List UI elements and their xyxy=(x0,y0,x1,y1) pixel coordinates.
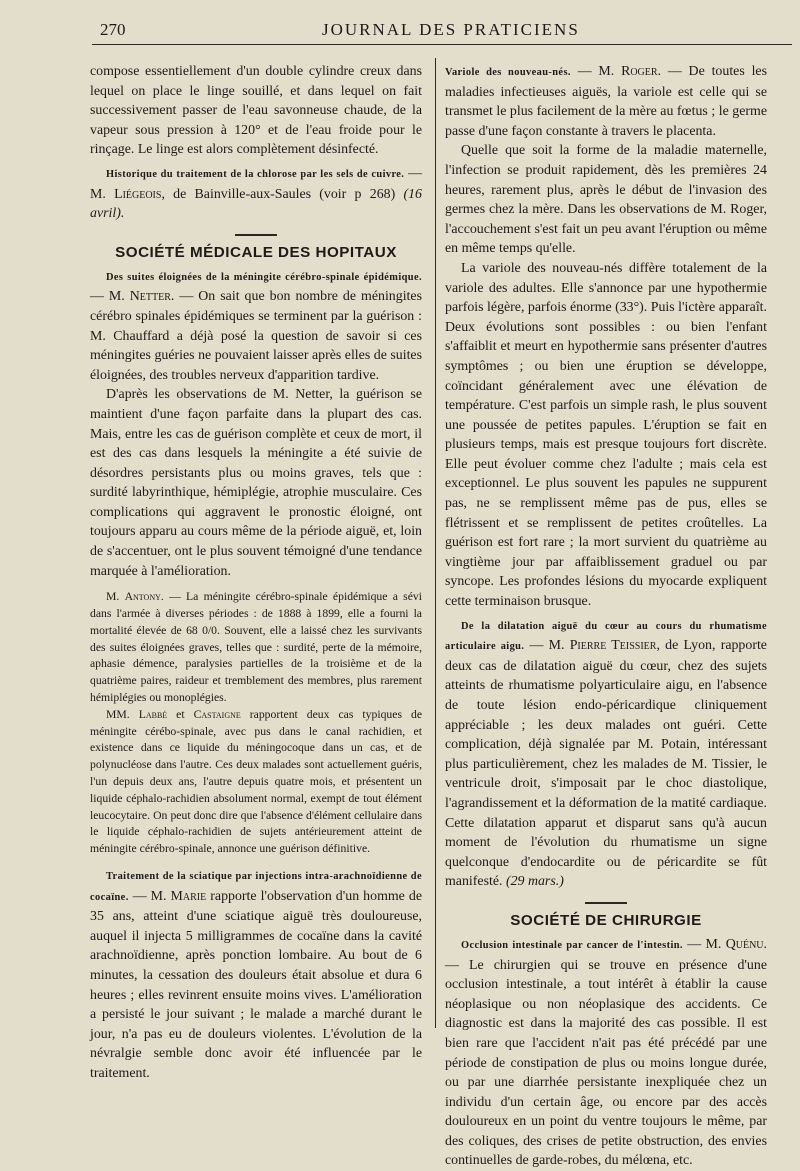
section-rule xyxy=(235,234,277,236)
article-variole xyxy=(445,62,767,141)
article-text: . — Le chirurgien qui se trouve en présence d'une occlusion intestinale, a tout intérêt à établir la cause néoplasique ou non néoplasique des accidents. Ce diagnostic est dans la majorité des cas possible. Il est bien rare que l'accident n'ait pas été précédé par une période de constipation de plus ou moins longue durée, ou par une diarrhée persistante inexpliquée chez un individu d'un certain âge, ou encore par des accès douloureux en un point du ventre toujours le même, par des coliques, des crises de petite obstruction, des envies continuelles de garde-robes, du mélœna, etc. xyxy=(445,936,767,1169)
author-prefix: M. xyxy=(106,590,125,604)
article-rubric: Historique du traitement de la chlorose par les sels de cuivre. xyxy=(106,168,405,180)
page-number: 270 xyxy=(100,20,126,39)
dash: — M. xyxy=(524,638,570,654)
article-date: (16 avril). xyxy=(90,186,422,222)
article-rubric: Variole des nouveau-nés. xyxy=(445,67,571,78)
dash: — M. xyxy=(128,888,171,904)
author-name: Antony xyxy=(124,590,161,604)
conjunction: et xyxy=(167,707,194,721)
article-text: , de Lyon, rapporte deux cas de dilatation aiguë du cœur, chez des sujets atteints de rhumatisme polyarticulaire aigu, en l'absence de toute lésion endo-péricardique cliniquement appréciable ; les deux malades ont guéri. Cette complication, déjà signalée par M. Potain, intéressant plus particulièrement, chez les malades de M. Tissier, le ventricule droit, s'imposait par le choc diastolique, l'agrandissement et la déformation de la matité cardiaque. Cette dilatation apparut et disparut sans qu'à aucun moment de l'évolution du rhumatisme un signe quelconque d'endocardite ou de péricardite se fût manifesté. xyxy=(445,638,767,890)
author-name: Netter xyxy=(129,289,171,305)
article-text: . — De toutes les maladies infectieuses aiguës, la variole est celle qui se transmet le plus facilement de la mère au fœtus ; le germe passe d'une façon constante à travers le placenta. xyxy=(445,64,767,139)
article-chlorose xyxy=(90,164,422,224)
article-occlusion xyxy=(445,935,767,1171)
article-labbe-castaigne xyxy=(90,707,422,858)
article-text: . — On sait que bon nombre de méningites cérébro spinales épidémiques se terminent par la guérison : M. Chauffard a déjà posé la question de savoir si ces méningites guéries ne pouvaient laisser après elles de suites éloignées, des troubles nerveux d'apparition tardive. xyxy=(90,289,422,383)
article-sciatique xyxy=(90,866,422,1084)
author-name: Pierre Teissier xyxy=(569,638,657,654)
article-meningite xyxy=(90,267,422,386)
paragraph: compose essentiellement d'un double cylindre creux dans lequel on place le linge souillé, et dans lequel on fait successivement passer de l'eau savonneuse chaude, de la vapeur sous pression à 120° et de l'eau froide pour le rinçage. Le linge est alors complètement désinfecté. xyxy=(90,64,422,158)
article-text: , de Bainville-aux-Saules (voir p 268) xyxy=(161,186,404,202)
author-prefix: MM. xyxy=(106,707,139,721)
article-rubric: De la dilatation aiguë du cœur au cours du rhumatisme articulaire aigu. xyxy=(445,620,767,653)
author-name: Marie xyxy=(170,888,207,904)
article-rubric: Occlusion intestinale par cancer de l'intestin. xyxy=(461,939,683,951)
running-title: JOURNAL DES PRATICIENS xyxy=(322,20,580,39)
author-name: Castaigne xyxy=(193,707,241,721)
dash: — M. xyxy=(570,64,622,79)
section-title: SOCIÉTÉ DE CHIRURGIE xyxy=(510,911,702,929)
dash: — M. xyxy=(682,936,726,952)
paragraph: D'après les observations de M. Netter, la guérison se maintient d'une façon parfaite dans la plupart des cas. Mais, entre les cas de guérison complète et ceux de mort, il est des cas dans lesquels la méningite a été suivie de désordres persistants plus ou moins graves, tels que : surdité labyrinthique, hémiplégie, atrophie musculaire. Ces complications qui aggravent le pronostic éloigné, ont toujours apparu au cours même de la période aiguë, et, loin de s'accentuer, ont le plus souvent témoigné d'une tendance marquée à l'amélioration. xyxy=(90,387,422,579)
right-column xyxy=(445,62,767,1171)
article-antony xyxy=(90,589,422,707)
article-text: . — La méningite cérébro-spinale épidémique a sévi dans l'armée à diverses périodes : de 1888 à 1899, elle a fourni la mortalité élevée de 68 0/0. Souvent, elle a laissé chez les survivants des suites éloignées graves, telles que : surdité, perte de la mémoire, aphasie démence, paralysies partielles de la troisième et de la quatrième paires, raideur et tremblement des membres, plus rarement hémiplégies ou monoplégies. xyxy=(90,590,422,705)
article-text: rapporte l'observation d'un homme de 35 ans, atteint d'une sciatique aiguë très douloureuse, auquel il injecta 5 milligrammes de cocaïne dans la cavité arachnoïdienne, après ponction lombaire. Au bout de 6 minutes, la cessation des douleurs était absolue et dura 6 heures ; elles revinrent ensuite moins vives. L'amélioration a persisté le jour suivant ; le malade a marché durant le jour, n'a pas eu de douleurs violentes. L'évolution de la névralgie semble donc avoir été influencée par le traitement. xyxy=(90,888,422,1081)
article-text: rapportent deux cas typiques de méningite cérébo-spinale, avec pus dans le canal rachidien, et existence dans ce liquide du méningocoque dans un cas, et de polynucléose dans l'autre. Ces deux malades sont actuellement guéris, l'un depuis deux ans, l'autre depuis quatre mois, et présentent un liquide céphalo-rachidien absolument normal, exempt de tout élément leucocytaire. On peut donc dire que l'absence d'élément cellulaire dans le liquide céphalo-rachidien de sujets antérieurement atteint de méningite cérébro-spinale, annonce une guérison définitive. xyxy=(90,707,423,856)
section-title: SOCIÉTÉ MÉDICALE DES HOPITAUX xyxy=(115,243,397,261)
dash: — M. xyxy=(90,289,130,305)
column-divider xyxy=(435,58,436,1028)
section-rule xyxy=(585,902,627,904)
paragraph: Quelle que soit la forme de la maladie maternelle, l'infection se produit rapidement, dès les premières 24 heures, rarement plus, après le début de l'invasion des germes chez la mère. Dans les observations de M. Roger, l'accouchement s'est fait un peu avant l'éruption ou même en même temps qu'elle. xyxy=(445,143,767,257)
author-name: Quénu xyxy=(725,936,764,952)
article-rubric: Traitement de la sciatique par injections intra-arachnoïdienne de cocaïne. xyxy=(90,871,422,903)
author-name: Labbé xyxy=(138,707,168,721)
author-name: Roger xyxy=(621,64,658,79)
article-dilatation xyxy=(445,616,767,892)
left-column xyxy=(90,62,422,1084)
author-name: Liégeois xyxy=(114,186,162,202)
paragraph: La variole des nouveau-nés diffère totalement de la variole des adultes. Elle s'annonce par une hypothermie parfois légère, parfois énorme (33°). Puis l'ictère apparaît. Deux évolutions sont possibles : ou bien l'enfant s'affaiblit et meurt en hypothermie sans présenter d'autres symptômes ; ou bien une éruption se développe, coïncidant généralement avec une élévation de température. C'est parfois un simple rash, le plus souvent une poussée de petites papules. L'éruption se fait en plusieurs temps, mais est presque toujours fort discrète. Elle peut évoluer comme chez l'adulte ; mais cela est exceptionnel. Le plus souvent les papules ne suppurent pas, ne se remplissent même pas de pus, elles se flétrissent et se remplissent de petites croûtelles. La guérison est fort rare ; la mort survient du quatrième au vingtième jour par affaiblissement graduel ou par syncope. Les profondes lésions du myocarde expliquent cette terminaison brusque. xyxy=(445,260,768,610)
article-date: (29 mars.) xyxy=(505,874,564,890)
article-rubric: Des suites éloignées de la méningite cérébro-spinale épidémique. xyxy=(106,271,422,283)
header-rule xyxy=(92,44,792,45)
dash: — M. xyxy=(90,165,423,202)
